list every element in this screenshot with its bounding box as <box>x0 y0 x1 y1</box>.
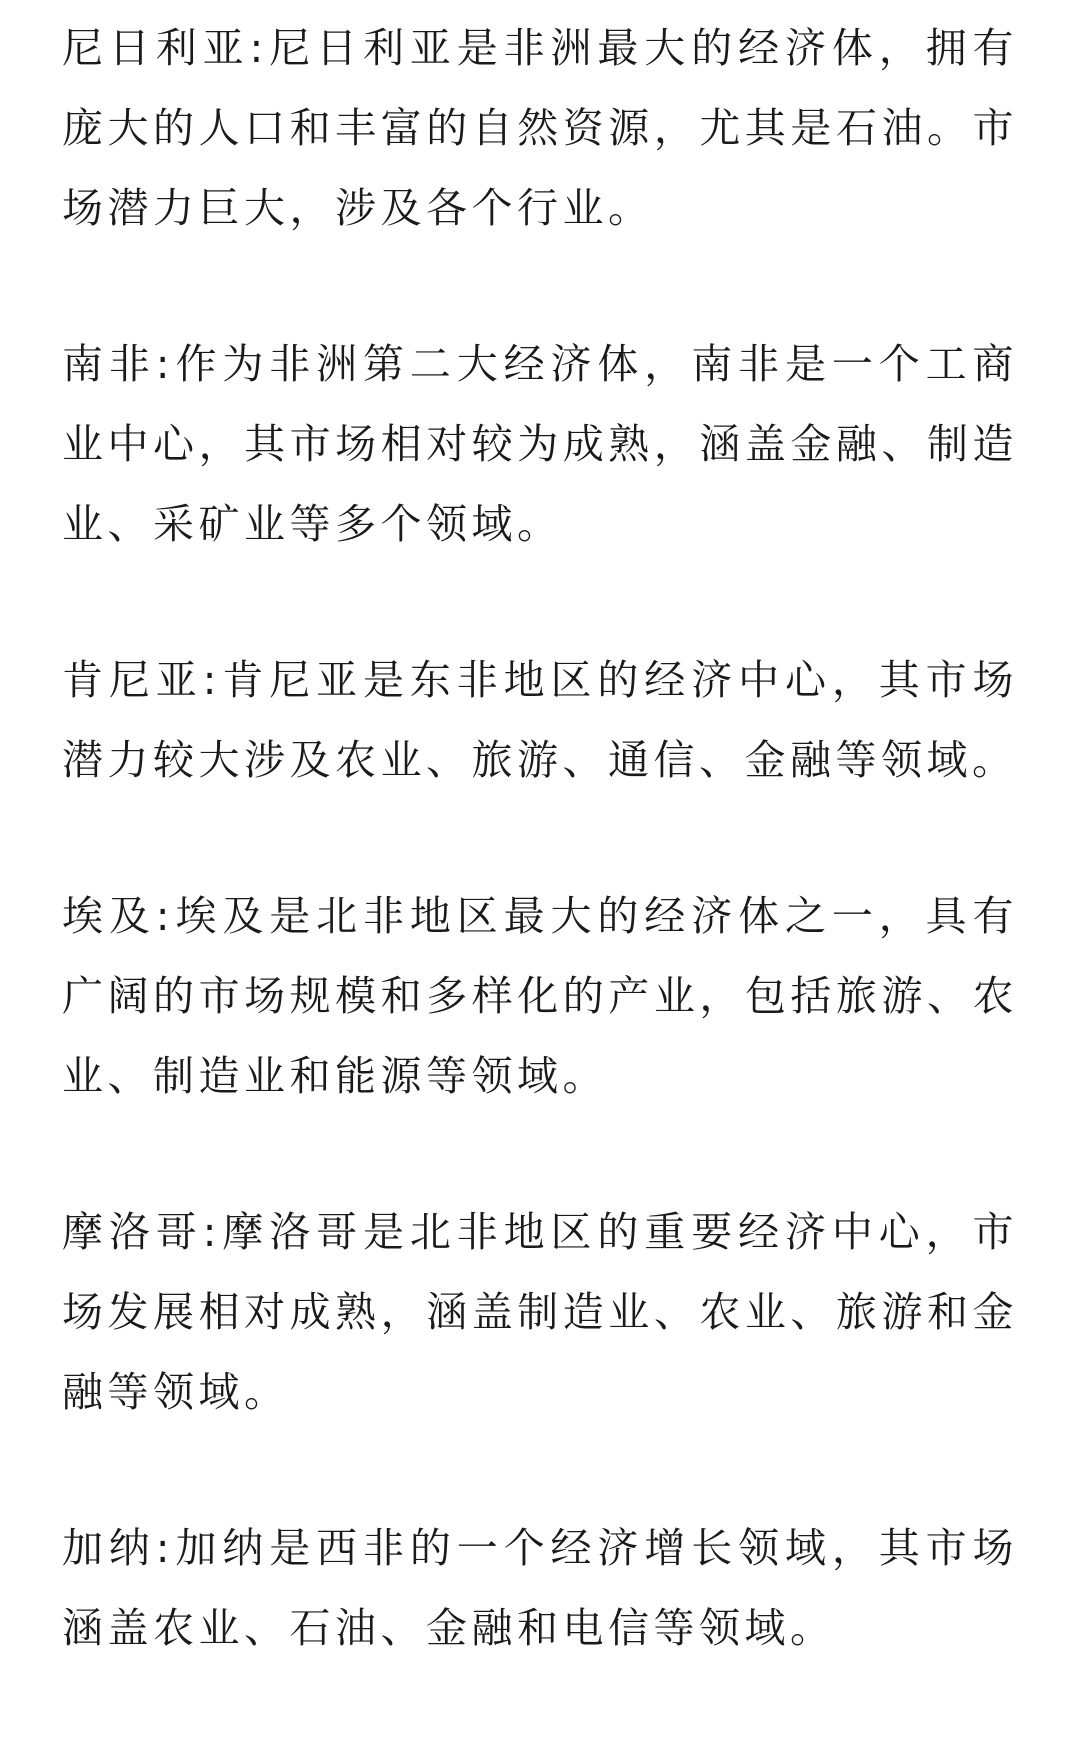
article-body <box>62 8 1018 1668</box>
paragraph-south-africa: 南非:作为非洲第二大经济体，南非是一个工商业中心，其市场相对较为成熟，涵盖金融、制造业、采矿业等多个领域。 <box>62 340 1018 548</box>
paragraph-kenya: 肯尼亚:肯尼亚是东非地区的经济中心，其市场潜力较大涉及农业、旅游、通信、金融等领域。 <box>62 656 1018 784</box>
paragraph-ghana: 加纳:加纳是西非的一个经济增长领域，其市场涵盖农业、石油、金融和电信等领域。 <box>62 1524 1018 1652</box>
paragraph-egypt: 埃及:埃及是北非地区最大的经济体之一，具有广阔的市场规模和多样化的产业，包括旅游、农业、制造业和能源等领域。 <box>62 892 1018 1100</box>
paragraph-nigeria: 尼日利亚:尼日利亚是非洲最大的经济体，拥有庞大的人口和丰富的自然资源，尤其是石油。市场潜力巨大，涉及各个行业。 <box>62 24 1018 232</box>
paragraph-morocco: 摩洛哥:摩洛哥是北非地区的重要经济中心，市场发展相对成熟，涵盖制造业、农业、旅游和金融等领域。 <box>62 1208 1018 1416</box>
